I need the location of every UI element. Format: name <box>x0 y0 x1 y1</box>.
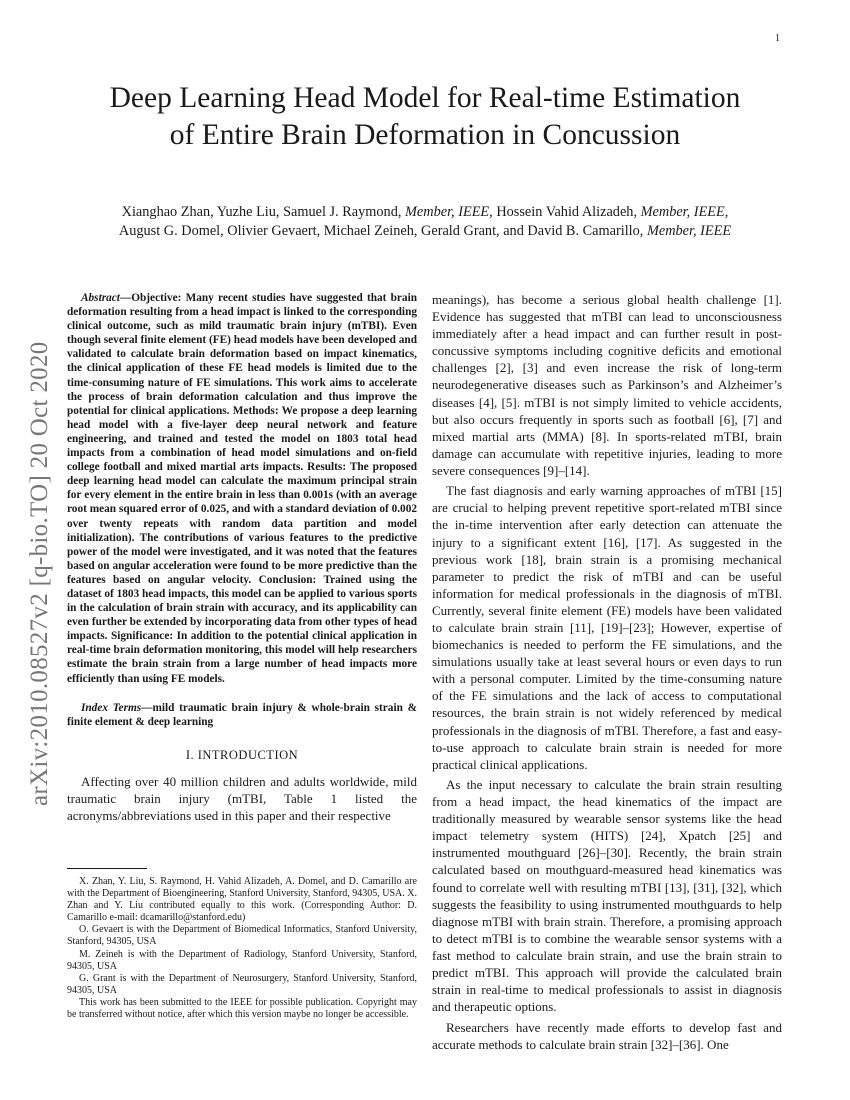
footnote-affiliation: M. Zeineh is with the Department of Radiology, Stanford University, Stanford, 94305, USA <box>67 948 417 972</box>
body-paragraph: meanings), has become a serious global health challenge [1]. Evidence has suggested that mTBI can lead to unconsciousness immediately after a head impact and can further result in post-concussive symptoms including cognitive deficits and emotional challenges [2], [3] and even increase the risk of long-term neurodegenerative diseases such as Parkinson’s and Alzheimer’s diseases [4], [5]. mTBI is not simply limited to vehicle accidents, but also occurs frequently in sports such as football [6], [7] and mixed martial arts (MMA) [8]. In sports-related mTBI, brain damage can accumulate with repetitive injuries, leading to more severe consequences [9]–[14]. <box>432 292 782 478</box>
membership-note: Member, IEEE <box>646 223 732 239</box>
intro-paragraph: Affecting over 40 million children and adults worldwide, mild traumatic brain injury (mTBI, Table 1 listed the acronyms/abbreviations used in this paper and their respective <box>67 773 417 823</box>
index-terms-text: —mild traumatic brain injury & whole-brain strain & finite element & deep learning <box>67 701 417 728</box>
footnote-affiliation: G. Grant is with the Department of Neurosurgery, Stanford University, Stanford, 94305, USA <box>67 972 417 996</box>
footnotes <box>67 876 417 1021</box>
author-list <box>70 203 780 241</box>
page-number: 1 <box>775 33 780 44</box>
body-paragraph: The fast diagnosis and early warning approaches of mTBI [15] are crucial to helping prevent repetitive sport-related mTBI since the in-time intervention after early detection can attenuate the injury to a significant extent [16], [17]. As suggested in the previous work [18], brain strain is a promising mechanical parameter to predict the risk of mTBI and can be useful information for medical professionals in the diagnosis of mTBI. Currently, several finite element (FE) models have been validated to calculate brain strain [11], [19]–[23]; However, expertise of biomechanics is needed to perform the FE simulations, and the simulations usually take at least several hours or even days to run with a personal computer. Limited by the time-consuming nature of the FE simulations and the lack of access to computational resources, the brain strain is not widely referenced by medical professionals in the diagnosis of mTBI. Therefore, a fast and easy-to-use approach to calculate brain strain is needed for more practical clinical applications. <box>432 483 782 772</box>
footnote-divider <box>67 868 147 869</box>
abstract-label: Abstract <box>81 292 120 304</box>
abstract <box>67 291 417 686</box>
author-names: August G. Domel, Olivier Gevaert, Michael Zeineh, Gerald Grant, and David B. Camarillo, <box>118 223 647 239</box>
arxiv-identifier-stamp: arXiv:2010.08527v2 [q-bio.TO] 20 Oct 2020 <box>26 341 53 806</box>
author-names: Hossein Vahid Alizadeh, <box>492 204 641 220</box>
index-terms <box>67 701 417 729</box>
index-terms-label: Index Terms <box>81 701 142 714</box>
author-line-2 <box>70 222 780 241</box>
author-names: Xianghao Zhan, Yuzhe Liu, Samuel J. Raymond, <box>121 204 405 220</box>
body-paragraph: Researchers have recently made efforts to develop fast and accurate methods to calculate brain strain [32]–[36]. One <box>432 1019 782 1052</box>
membership-note: Member, IEEE, <box>640 204 729 220</box>
footnote-submission-note: This work has been submitted to the IEEE for possible publication. Copyright may be transferred without notice, after which this version maybe no longer be accessible. <box>67 996 417 1021</box>
membership-note: Member, IEEE, <box>405 204 493 220</box>
right-column <box>432 291 782 1056</box>
body-paragraph: As the input necessary to calculate the brain strain resulting from a head impact, the head kinematics of the impact are traditionally measured by wearable sensor systems like the head impact telemetry system (HITS) [24], Xpatch [25] and instrumented mouthguard [26]–[30]. Recently, the brain strain calculated based on mouthguard-measured head kinematics was found to correlate well with resulting mTBI [13], [31], [32], which suggests the feasibility to using instrumented mouthguards to help diagnose mTBI with brain strain. Therefore, a promising approach to detect mTBI is to combine the wearable sensor systems with a fast method to calculate brain strain, and use the brain strain to predict mTBI. This approach will provide the calculated brain strain in real-time to medical professionals to assist in diagnosis and therapeutic options. <box>432 777 782 1015</box>
author-line-1 <box>70 203 780 222</box>
paper-title: Deep Learning Head Model for Real-time Estimation of Entire Brain Deformation in Concussion <box>109 82 741 151</box>
left-column <box>67 291 417 828</box>
footnote-affiliation: X. Zhan, Y. Liu, S. Raymond, H. Vahid Alizadeh, A. Domel, and D. Camarillo are with the Department of Bioengineering, Stanford University, Stanford, 94305, USA. X. Zhan and Y. Liu contributed equally to this work. (Corresponding Author: D. Camarillo e-mail: dcamarillo@stanford.edu) <box>67 876 417 924</box>
section-heading-introduction: I. INTRODUCTION <box>185 747 299 762</box>
footnote-affiliation: O. Gevaert is with the Department of Biomedical Informatics, Stanford University, Stanford, 94305, USA <box>67 924 417 948</box>
abstract-text: —Objective: Many recent studies have suggested that brain deformation resulting from a head impact is linked to the corresponding clinical outcome, such as mild traumatic brain injury (mTBI). Even though several finite element (FE) head models have been developed and validated to calculate brain deformation based on impact kinematics, the clinical application of these FE head models is limited due to the time-consuming nature of FE simulations. This work aims to accelerate the process of brain deformation calculation and thus improve the potential for clinical applications. Methods: We propose a deep learning head model with a five-layer deep neural network and feature engineering, and trained and tested the model on 1803 total head impacts from a combination of head model simulations and on-field college football and mixed martial arts impacts. Results: The proposed deep learning head model can calculate the maximum principal strain for every element in the entire brain in less than 0.001s (with an average root mean squared error of 0.025, and with a standard deviation of 0.002 over twenty repeats with random data partition and model initialization). The contributions of various features to the predictive power of the model were investigated, and it was noted that the features based on angular acceleration were found to be more predictive than the features based on angular velocity. Conclusion: Trained using the dataset of 1803 head impacts, this model can be applied to various sports in the calculation of brain strain with accuracy, and its applicability can even further be extended by incorporating data from other types of head impacts. Significance: In addition to the potential clinical application in real-time brain deformation monitoring, this model will help researchers estimate the brain strain from a large number of head impacts more efficiently than using FE models. <box>67 292 417 685</box>
